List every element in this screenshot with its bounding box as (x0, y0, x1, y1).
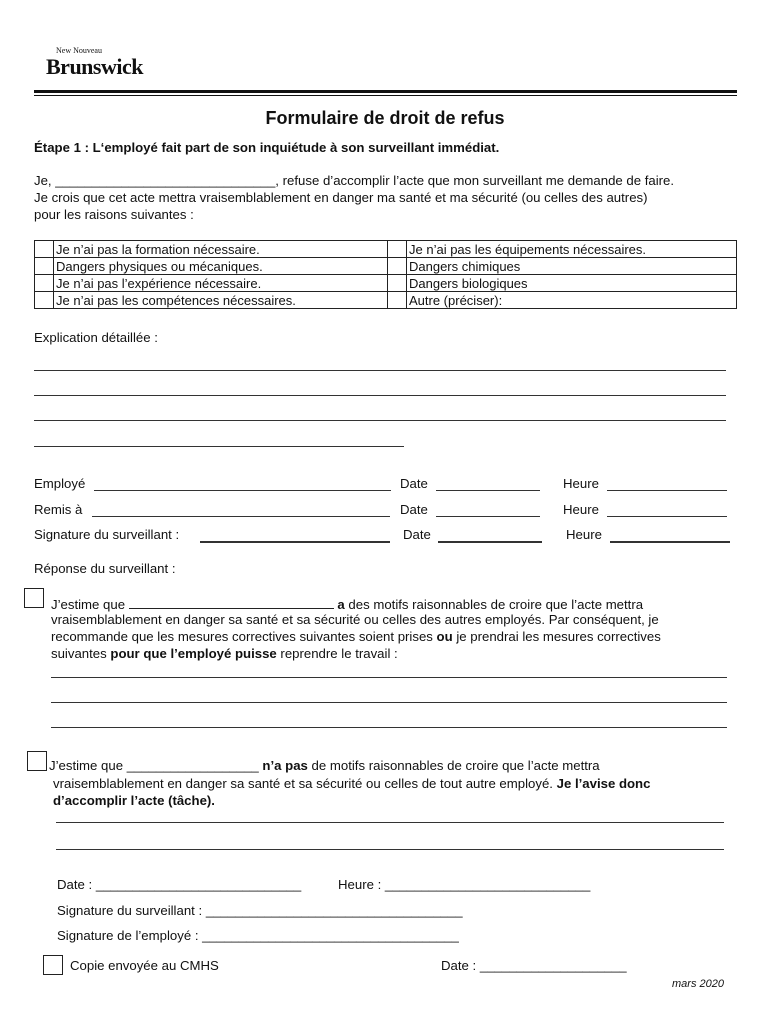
footer-sig-surveillant-label: Signature du surveillant : (57, 903, 203, 918)
option-a-text: recommande que les mesures correctives suivantes soient prises (51, 629, 433, 644)
footer-heure-field[interactable]: ____________________________ (384, 877, 591, 892)
footer-sig-employe (57, 928, 459, 943)
option-label: Je n’ai pas les compétences nécessaires. (54, 292, 388, 309)
checkbox-motifs-raisonnables[interactable] (24, 588, 44, 608)
option-b-line2 (53, 776, 650, 791)
copie-date-label: Date : (441, 958, 477, 973)
footer-heure (338, 877, 590, 892)
checkbox-experience[interactable] (35, 275, 54, 292)
sig-surveillant-label: Signature du surveillant : (34, 527, 180, 542)
intro-line3: pour les raisons suivantes : (34, 207, 194, 222)
copie-label: Copie envoyée au CMHS (70, 958, 219, 973)
checkbox-formation[interactable] (35, 241, 54, 258)
checkbox-physiques[interactable] (35, 258, 54, 275)
footer-date (57, 877, 301, 892)
intro-line2: Je crois que cet acte mettra vraisemblablement en danger ma santé et ma sécurité (ou celles des autres) (34, 190, 648, 205)
copie-date (441, 958, 627, 973)
option-b-line[interactable] (56, 849, 724, 850)
option-a-line[interactable] (51, 702, 727, 703)
remis-field[interactable] (92, 516, 390, 517)
option-a-line4 (51, 646, 733, 661)
new-brunswick-logo (44, 42, 154, 82)
remis-label: Remis à (34, 502, 83, 517)
option-a-text: reprendre le travail : (280, 646, 398, 661)
footer-heure-label: Heure : (338, 877, 382, 892)
explication-line[interactable] (34, 446, 404, 447)
reasons-table (34, 240, 737, 309)
header-rule-thin (34, 95, 737, 96)
explication-line[interactable] (34, 395, 726, 396)
option-a-line2: vraisemblablement en danger sa santé et sa sécurité ou celles des autres employés. Par conséquent, je (51, 612, 659, 627)
option-a-line[interactable] (51, 727, 727, 728)
option-b-line3: d’accomplir l’acte (tâche). (53, 793, 215, 808)
date-field[interactable] (436, 516, 540, 517)
employe-label: Employé (34, 476, 86, 491)
option-b-text: vraisemblablement en danger sa santé et sa sécurité ou celles de tout autre employé. (53, 776, 553, 791)
date-label: Date (400, 476, 428, 491)
intro-line1 (34, 173, 674, 188)
intro-name-blank[interactable]: ______________________________ (55, 173, 276, 188)
option-a-ou: ou (436, 629, 453, 644)
checkbox-biologiques[interactable] (388, 275, 407, 292)
sig-surveillant-field[interactable] (200, 541, 390, 543)
option-label: Je n’ai pas les équipements nécessaires. (407, 241, 737, 258)
page-title: Formulaire de droit de refus (265, 108, 505, 128)
checkbox-copie-cmhs[interactable] (43, 955, 63, 975)
option-b-blank[interactable]: __________________ (126, 758, 259, 773)
checkbox-pas-de-motifs[interactable] (27, 751, 47, 771)
date-field[interactable] (438, 541, 542, 543)
option-a-line3 (51, 629, 733, 644)
intro-rest: , refuse d’accomplir l’acte que mon surveillant me demande de faire. (275, 173, 675, 188)
heure-field[interactable] (607, 490, 727, 491)
footer-date-field[interactable]: ____________________________ (95, 877, 302, 892)
footer-sig-surveillant (57, 903, 463, 918)
heure-field[interactable] (607, 516, 727, 517)
logo-text: Brunswick (46, 54, 143, 79)
option-a-bold: pour que l’employé puisse (110, 646, 277, 661)
footer-date-label: Date : (57, 877, 93, 892)
option-label: Autre (préciser): (407, 292, 737, 309)
copie-date-field[interactable]: ____________________ (479, 958, 627, 973)
option-label: Je n’ai pas la formation nécessaire. (54, 241, 388, 258)
explication-line[interactable] (34, 370, 726, 371)
step1-heading: Étape 1 : L‘employé fait part de son inquiétude à son surveillant immédiat. (34, 140, 500, 155)
intro-je: Je, (34, 173, 52, 188)
option-a-name-blank[interactable] (129, 596, 334, 609)
checkbox-chimiques[interactable] (388, 258, 407, 275)
option-b-bold: Je l’avise donc (556, 776, 651, 791)
option-a-line1 (51, 596, 733, 612)
option-label: Dangers chimiques (407, 258, 737, 275)
option-b-line[interactable] (56, 822, 724, 823)
footer-sig-employe-field[interactable]: ___________________________________ (202, 928, 459, 943)
date-label: Date (403, 527, 431, 542)
option-a-text: suivantes (51, 646, 107, 661)
option-label: Dangers biologiques (407, 275, 737, 292)
employe-field[interactable] (94, 490, 391, 491)
date-field[interactable] (436, 490, 540, 491)
header-rule (34, 90, 737, 93)
heure-field[interactable] (610, 541, 730, 543)
option-a-a: a (337, 597, 345, 612)
option-label: Dangers physiques ou mécaniques. (54, 258, 388, 275)
checkbox-autre[interactable] (388, 292, 407, 309)
explication-line[interactable] (34, 420, 726, 421)
option-a-rest: des motifs raisonnables de croire que l’acte mettra (348, 597, 644, 612)
option-b-je: J’estime que (49, 758, 124, 773)
checkbox-competences[interactable] (35, 292, 54, 309)
logo-small-text: New Nouveau (56, 46, 102, 55)
option-label: Je n’ai pas l’expérience nécessaire. (54, 275, 388, 292)
heure-label: Heure (563, 476, 599, 491)
date-label: Date (400, 502, 428, 517)
footer-sig-employe-label: Signature de l’employé : (57, 928, 199, 943)
option-b-line1 (49, 758, 600, 773)
heure-label: Heure (566, 527, 602, 542)
option-a-text: je prendrai les mesures correctives (456, 629, 661, 644)
reponse-label: Réponse du surveillant : (34, 561, 176, 576)
option-a-line[interactable] (51, 677, 727, 678)
explication-label: Explication détaillée : (34, 330, 158, 345)
heure-label: Heure (563, 502, 599, 517)
checkbox-equipements[interactable] (388, 241, 407, 258)
option-b-rest: de motifs raisonnables de croire que l’acte mettra (311, 758, 600, 773)
footer-sig-surveillant-field[interactable]: ___________________________________ (205, 903, 463, 918)
option-b-napas: n’a pas (262, 758, 308, 773)
option-a-je: J’estime que (51, 597, 126, 612)
version-date: mars 2020 (672, 978, 724, 990)
